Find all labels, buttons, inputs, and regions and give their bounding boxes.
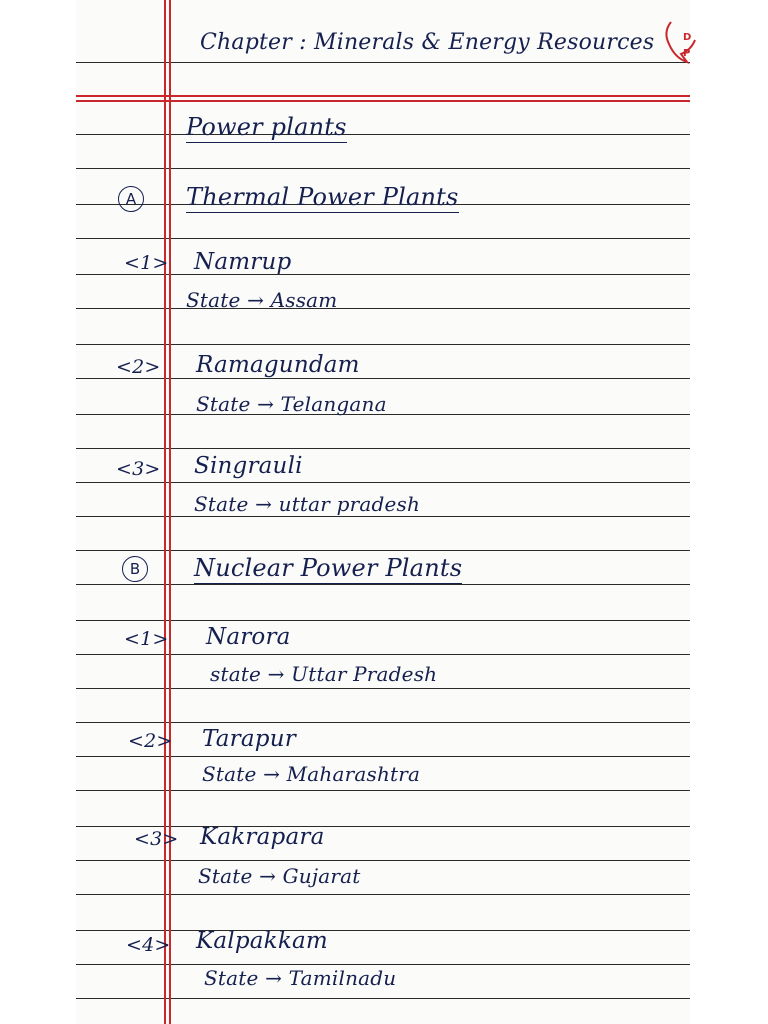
plant-state: state → Uttar Pradesh — [210, 662, 438, 686]
plant-name: Ramagundam — [196, 352, 360, 378]
plant-state: State → Maharashtra — [202, 762, 421, 786]
plant-name: Namrup — [194, 249, 292, 275]
item-number: <1> — [124, 628, 169, 650]
item-number: <3> — [134, 828, 179, 850]
plant-state: State → Tamilnadu — [204, 966, 397, 990]
left-margin-line — [164, 0, 166, 1024]
left-margin-line — [169, 0, 171, 1024]
plant-name: Kakrapara — [200, 824, 325, 850]
notebook-page — [76, 0, 690, 1024]
plant-name: Kalpakkam — [196, 928, 328, 954]
badge-text: D P — [683, 32, 692, 59]
plant-name: Tarapur — [202, 726, 296, 752]
plant-name: Narora — [206, 624, 291, 650]
nuclear-heading: Nuclear Power Plants — [194, 554, 463, 582]
badge-icon — [661, 18, 697, 68]
item-number: <3> — [116, 458, 161, 480]
plant-state: State → Gujarat — [198, 864, 361, 888]
plant-state: State → Assam — [186, 288, 338, 312]
item-number: <4> — [126, 934, 171, 956]
item-number: <2> — [128, 730, 173, 752]
plant-state: State → uttar pradesh — [194, 492, 421, 516]
section-title: Power plants — [186, 113, 347, 141]
marker-b-icon: B — [122, 556, 148, 582]
plant-state: State → Telangana — [196, 392, 387, 416]
item-number: <2> — [116, 356, 161, 378]
marker-a-icon: A — [118, 186, 144, 212]
thermal-heading: Thermal Power Plants — [186, 183, 459, 211]
item-number: <1> — [124, 252, 169, 274]
plant-name: Singrauli — [194, 453, 303, 479]
chapter-title: Chapter : Minerals & Energy Resources — [200, 30, 655, 55]
